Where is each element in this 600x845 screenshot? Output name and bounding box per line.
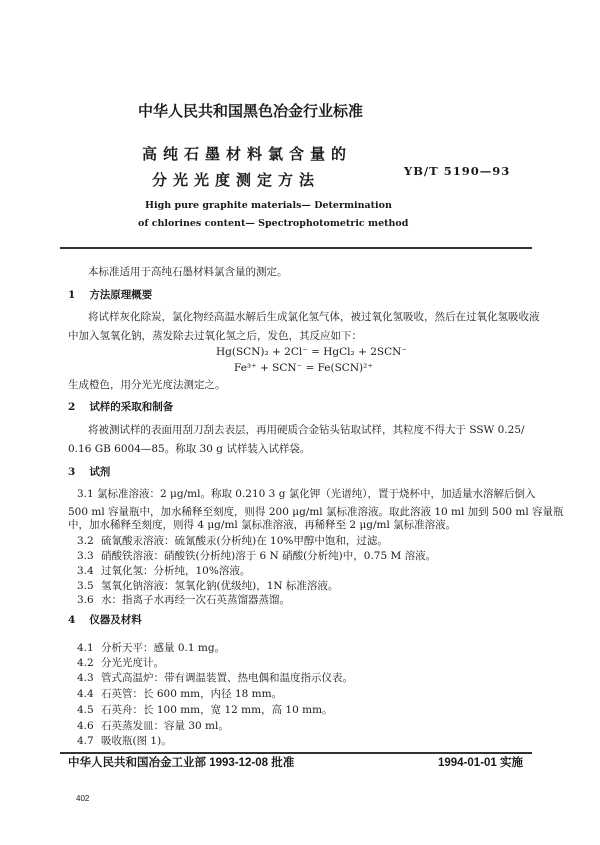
paragraph-line: 500 ml 容量瓶中，加水稀释至刻度，则得 200 μg/ml 氯标准溶液。取此溶液 10 ml 加到 500 ml 容量瓶 — [68, 506, 564, 518]
list-item: 4.4 石英管：长 600 mm，内径 18 mm。 — [77, 688, 283, 700]
list-item: 3.6 水：指离子水再经一次石英蒸馏器蒸馏。 — [77, 594, 290, 606]
paragraph-line: 3.1 氯标准溶液：2 μg/ml。称取 0.210 3 g 氯化钾（光谱纯），置于烧杯中，加适量水溶解后倒入 — [77, 488, 536, 500]
section-1-heading: 1 方法原理概要 — [68, 289, 153, 301]
standard-code: YB/T 5190—93 — [404, 164, 511, 178]
section-4-heading: 4 仪器及材料 — [68, 614, 142, 626]
list-item: 4.6 石英蒸发皿：容量 30 ml。 — [77, 720, 229, 732]
english-title-2: of chlorines content— Spectrophotometric method — [138, 218, 409, 229]
header-rule — [60, 247, 532, 249]
footer-rule — [60, 752, 532, 754]
list-item: 3.5 氢氧化钠溶液：氢氧化钠(优级纯)，1N 标准溶液。 — [77, 580, 339, 592]
list-item: 4.3 管式高温炉：带有调温装置、热电偶和温度指示仪表。 — [77, 672, 353, 684]
english-title-1: High pure graphite materials— Determination — [145, 200, 392, 211]
equation-2: Fe³⁺ + SCN⁻ = Fe(SCN)²⁺ — [234, 362, 373, 374]
standard-body: 中华人民共和国黑色冶金行业标准 — [138, 102, 364, 120]
list-item: 3.3 硝酸铁溶液：硝酸铁(分析纯)溶于 6 N 硝酸(分析纯)中，0.75 M 溶液。 — [77, 550, 437, 562]
list-item: 4.1 分析天平：感量 0.1 mg。 — [77, 642, 226, 654]
scope-text: 本标准适用于高纯石墨材料氯含量的测定。 — [88, 266, 288, 278]
list-item: 4.2 分光光度计。 — [77, 657, 164, 669]
list-item: 4.7 吸收瓶(图 1)。 — [77, 735, 172, 747]
list-item: 4.5 石英舟：长 100 mm，宽 12 mm，高 10 mm。 — [77, 704, 333, 716]
paragraph-line: 中加入氢氧化钠，蒸发除去过氧化氢之后，发色，其反应如下： — [68, 330, 362, 342]
list-item: 3.4 过氧化氢：分析纯，10%溶液。 — [77, 565, 251, 577]
paragraph-line: 生成橙色，用分光光度法测定之。 — [68, 379, 226, 391]
section-2-heading: 2 试样的采取和制备 — [68, 401, 174, 413]
title-line-2: 分光光度测定方法 — [152, 171, 321, 189]
list-item: 3.2 硫氰酸汞溶液：硫氰酸汞(分析纯)在 10%甲醇中饱和，过滤。 — [77, 535, 388, 547]
paragraph-line: 0.16 GB 6004—85。称取 30 g 试样装入试样袋。 — [68, 443, 311, 455]
section-3-heading: 3 试剂 — [68, 466, 111, 478]
approval-text: 中华人民共和国冶金工业部 1993-12-08 批准 — [68, 757, 295, 769]
paragraph-line: 将被测试样的表面用刮刀刮去表层，再用硬质合金钻头钻取试样，其粒度不得大于 SSW 0.25/ — [88, 424, 525, 436]
title-line-1: 高纯石墨材料氯含量的 — [142, 145, 353, 163]
paragraph-line: 中，加水稀释至刻度，则得 4 μg/ml 氯标准溶液，再稀释至 2 μg/ml 氯标准溶液。 — [68, 519, 457, 531]
page-number: 402 — [76, 794, 90, 803]
effective-date: 1994-01-01 实施 — [438, 757, 524, 769]
paragraph-line: 将试样灰化除炭，氯化物经高温水解后生成氯化氢气体，被过氧化氢吸收，然后在过氧化氢吸收液 — [88, 311, 540, 323]
equation-1: Hg(SCN)₂ + 2Cl⁻ = HgCl₂ + 2SCN⁻ — [216, 346, 407, 358]
